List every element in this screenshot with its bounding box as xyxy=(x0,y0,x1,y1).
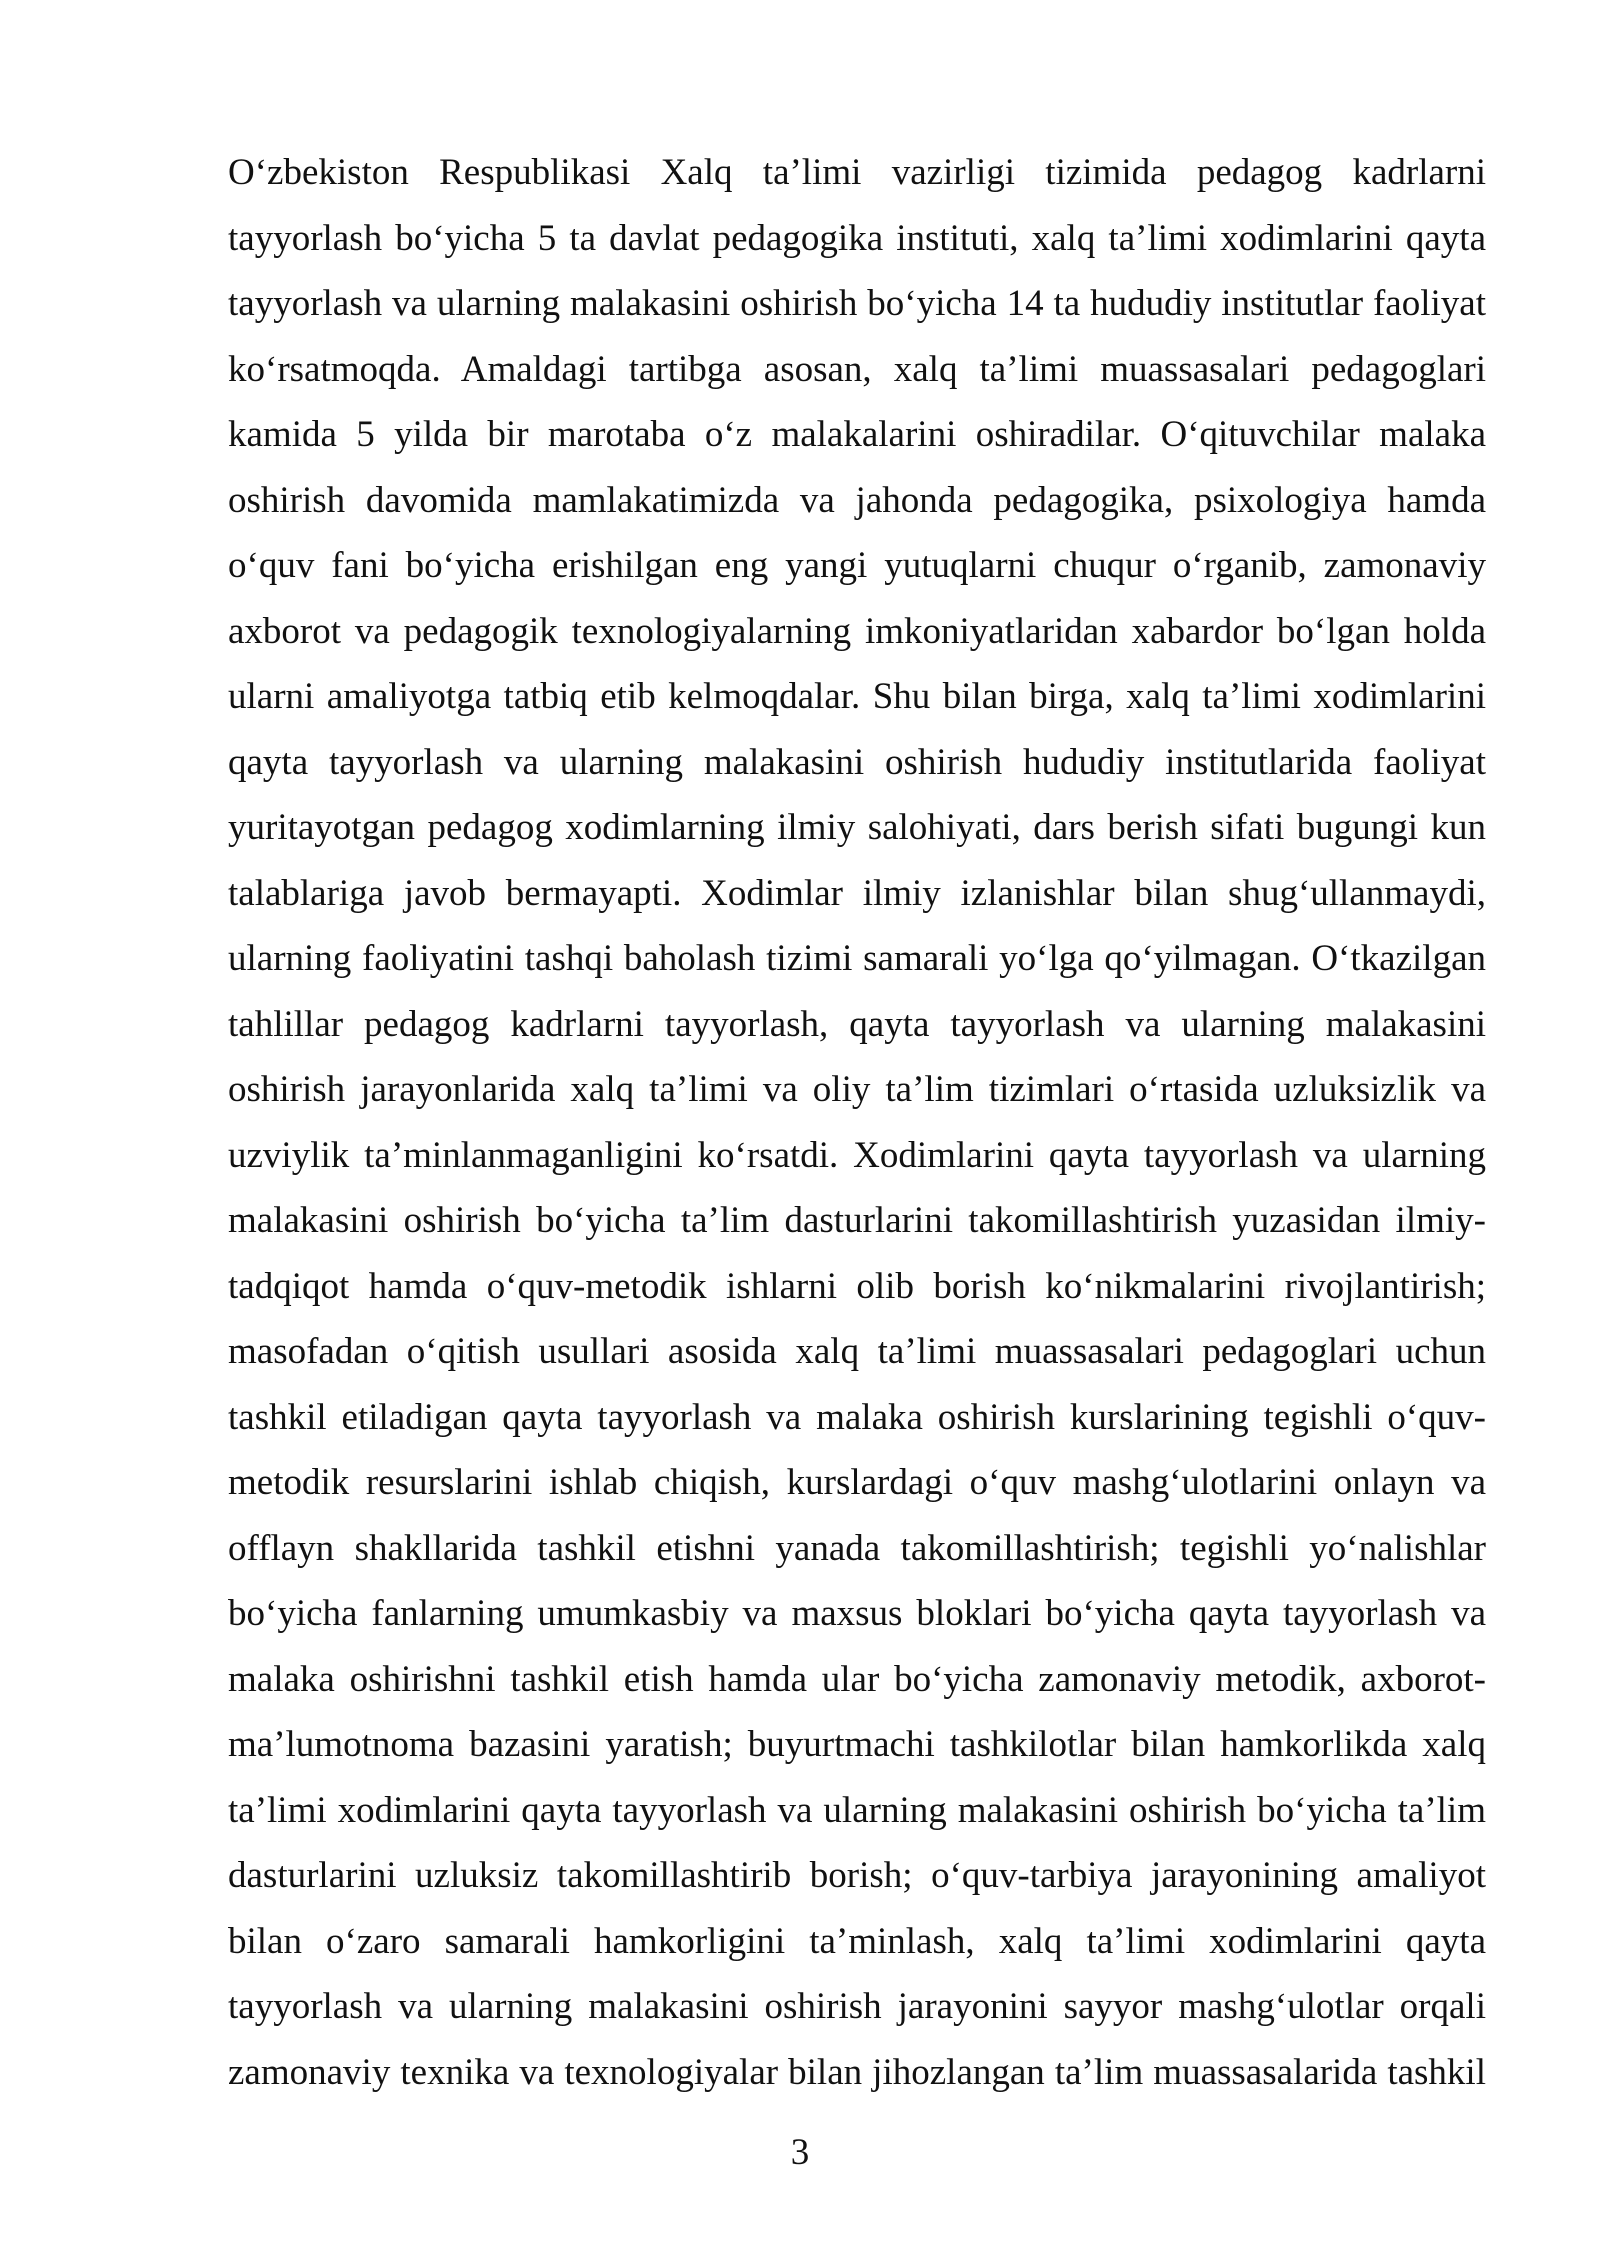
text-line: zamonaviy texnika va texnologiyalar bilan jihozlangan ta’lim muassasalarida tashkil xyxy=(228,2051,1486,2093)
text-line: offlayn shakllarida tashkil etishni yanada takomillashtirish; tegishli yo‘nalishlar xyxy=(228,1527,1486,1569)
text-line: uzviylik ta’minlanmaganligini ko‘rsatdi. Xodimlarini qayta tayyorlash va ularning xyxy=(228,1134,1486,1176)
page-number: 3 xyxy=(790,2132,810,2173)
text-line: kamida 5 yilda bir marotaba o‘z malakalarini oshiradilar. O‘qituvchilar malaka xyxy=(228,414,1486,455)
text-line: ma’lumotnoma bazasini yaratish; buyurtmachi tashkilotlar bilan hamkorlikda xalq xyxy=(228,1724,1486,1765)
body-paragraph xyxy=(228,150,1486,2115)
text-line: dasturlarini uzluksiz takomillashtirib borish; o‘quv-tarbiya jarayonining amaliyot xyxy=(228,1855,1486,1896)
text-line: tayyorlash va ularning malakasini oshirish jarayonini sayyor mashg‘ulotlar orqali xyxy=(228,1986,1486,2027)
text-line: talablariga javob bermayapti. Xodimlar ilmiy izlanishlar bilan shug‘ullanmaydi, xyxy=(228,872,1486,914)
text-line: tahlillar pedagog kadrlarni tayyorlash, qayta tayyorlash va ularning malakasini xyxy=(228,1003,1486,1045)
text-line: metodik resurslarini ishlab chiqish, kurslardagi o‘quv mashg‘ulotlarini onlayn va xyxy=(228,1462,1486,1503)
text-line: axborot va pedagogik texnologiyalarning imkoniyatlaridan xabardor bo‘lgan holda xyxy=(228,610,1486,652)
text-line: o‘quv fani bo‘yicha erishilgan eng yangi yutuqlarni chuqur o‘rganib, zamonaviy xyxy=(228,545,1486,586)
text-line: tayyorlash va ularning malakasini oshirish bo‘yicha 14 ta hududiy institutlar faoliyat xyxy=(228,283,1486,324)
text-line: malaka oshirishni tashkil etish hamda ular bo‘yicha zamonaviy metodik, axborot- xyxy=(228,1658,1486,1700)
text-line: tayyorlash bo‘yicha 5 ta davlat pedagogika instituti, xalq ta’limi xodimlarini qayta xyxy=(228,217,1486,259)
text-line: qayta tayyorlash va ularning malakasini oshirish hududiy institutlarida faoliyat xyxy=(228,741,1486,783)
text-line: oshirish jarayonlarida xalq ta’limi va oliy ta’lim tizimlari o‘rtasida uzluksizlik va xyxy=(228,1069,1486,1110)
text-line: O‘zbekiston Respublikasi Xalq ta’limi vazirligi tizimida pedagog kadrlarni xyxy=(228,152,1486,193)
text-line: tashkil etiladigan qayta tayyorlash va malaka oshirish kurslarining tegishli o‘quv- xyxy=(228,1396,1486,1438)
text-line: ularni amaliyotga tatbiq etib kelmoqdalar. Shu bilan birga, xalq ta’limi xodimlarini xyxy=(228,676,1486,717)
text-line: yuritayotgan pedagog xodimlarning ilmiy salohiyati, dars berish sifati bugungi kun xyxy=(228,807,1486,848)
text-line: malakasini oshirish bo‘yicha ta’lim dasturlarini takomillashtirish yuzasidan ilmiy- xyxy=(228,1200,1486,1241)
text-line: ta’limi xodimlarini qayta tayyorlash va ularning malakasini oshirish bo‘yicha ta’lim xyxy=(228,1789,1486,1831)
text-line: oshirish davomida mamlakatimizda va jahonda pedagogika, psixologiya hamda xyxy=(228,479,1486,521)
text-line: tadqiqot hamda o‘quv-metodik ishlarni olib borish ko‘nikmalarini rivojlantirish; xyxy=(228,1265,1486,1307)
text-line: masofadan o‘qitish usullari asosida xalq ta’limi muassasalari pedagoglari uchun xyxy=(228,1331,1486,1372)
text-line: bo‘yicha fanlarning umumkasbiy va maxsus bloklari bo‘yicha qayta tayyorlash va xyxy=(228,1593,1486,1634)
text-line: bilan o‘zaro samarali hamkorligini ta’minlash, xalq ta’limi xodimlarini qayta xyxy=(228,1920,1486,1962)
text-line: ularning faoliyatini tashqi baholash tizimi samarali yo‘lga qo‘yilmagan. O‘tkazilgan xyxy=(228,938,1486,979)
text-line: ko‘rsatmoqda. Amaldagi tartibga asosan, xalq ta’limi muassasalari pedagoglari xyxy=(228,348,1486,390)
